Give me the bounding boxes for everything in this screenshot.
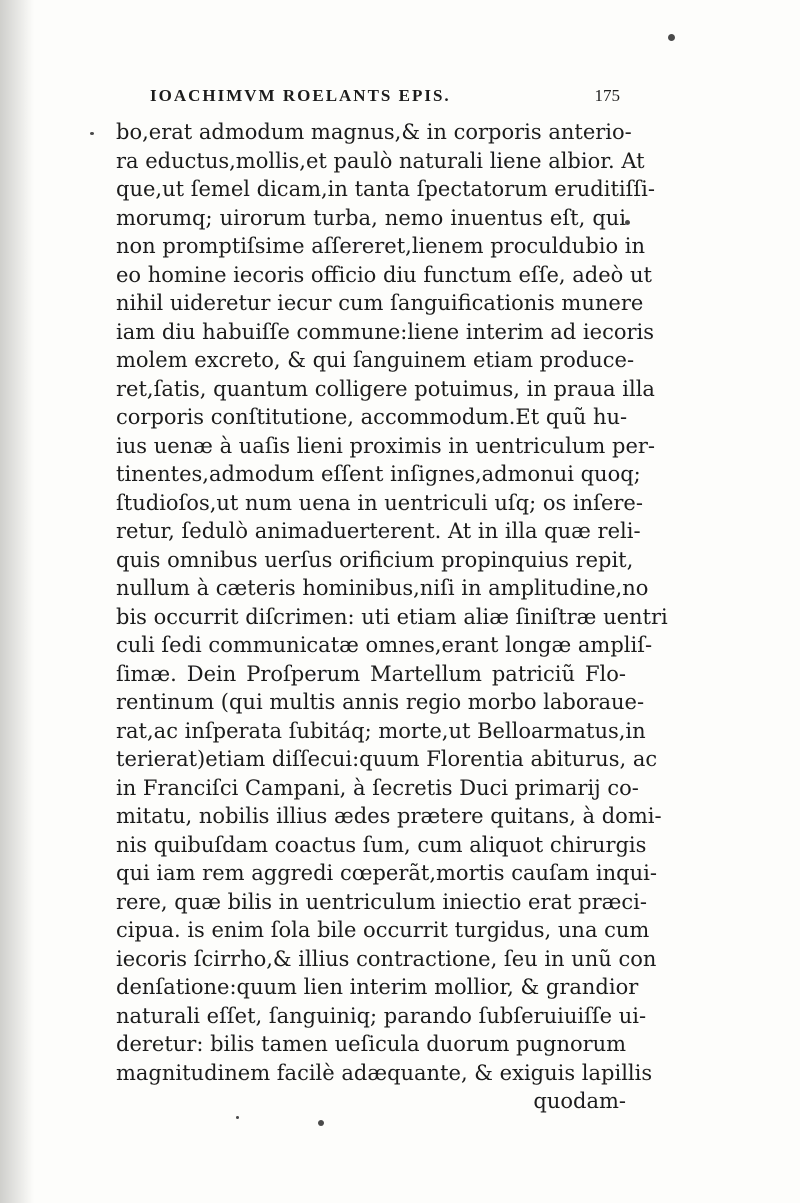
text-line: terierat)etiam diſſecui:quum Florentia abiturus, ac [116, 747, 658, 771]
text-line: corporis conſtitutione, accommodum.Et quũ hu- [116, 405, 628, 429]
text-line: bo,erat admodum magnus,& in corporis anterio- [116, 120, 632, 144]
text-line: bis occurrit diſcrimen: uti etiam aliæ ſiniſtræ uentri [116, 604, 668, 629]
text-line: mitatu, nobilis illius ædes prætere quitans, à domi- [116, 804, 662, 828]
text-line: nis quibuſdam coactus ſum, cum aliquot chirurgis [116, 832, 647, 857]
running-title: IOACHIMVM ROELANTS EPIS. [150, 86, 451, 105]
text-line: denſatione:quum lien interim mollior, & grandior [116, 975, 639, 999]
text-line: magnitudinem facilè adæquante, & exiguis lapillis [116, 1060, 653, 1085]
text-line: nihil uideretur iecur cum ſanguificationis munere [116, 291, 644, 315]
text-line: rat,ac inſperata ſubitáq; morte,ut Belloarmatus,in [116, 718, 646, 743]
text-line: quis omnibus uerſus orificium propinquius repit, [116, 547, 634, 572]
text-line: molem excreto, & qui ſanguinem etiam produce- [116, 348, 635, 372]
text-line: qui iam rem aggredi cœperãt,mortis cauſam inqui- [116, 861, 657, 885]
text-line: cipua. is enim ſola bile occurrit turgidus, una cum [116, 918, 650, 942]
text-line: rere, quæ bilis in uentriculum iniectio erat præci- [116, 889, 647, 914]
text-line: culi ſedi communicatæ omnes,erant longæ ampliſ- [116, 633, 653, 657]
page-gutter-shadow [0, 0, 34, 1203]
text-line: iecoris ſcirrho,& illius contractione, ſeu in unũ con [116, 946, 657, 971]
text-line: morumq; uirorum turba, nemo inuentus eſt, qui [116, 205, 626, 230]
text-line: eo homine iecoris officio diu functum eſſe, adeò ut [116, 262, 652, 287]
text-line: ſimæ. Dein Proſperum Martellum patriciũ Flo- [116, 661, 626, 686]
text-line: rentinum (qui multis annis regio morbo laborauе- [116, 690, 645, 714]
text-line: naturali eſſet, ſanguiniq; parando ſubſeruiuiſſe ui- [116, 1003, 647, 1028]
running-head [150, 86, 620, 112]
text-line: iam diu habuiſſe commune:liene interim ad iecoris [116, 319, 655, 344]
text-line: deretur: bilis tamen ueſicula duorum pugnorum [116, 1032, 627, 1056]
text-line: que,ut ſemel dicam,in tanta ſpectatorum eruditiſſi- [116, 177, 655, 201]
catchword: quodam- [533, 1089, 626, 1113]
text-line: ius uenæ à uaſis lieni proximis in uentriculum per- [116, 433, 656, 458]
text-line: ſtudioſos,ut num uena in uentriculi uſq; os inſere- [116, 490, 643, 515]
text-block [116, 118, 668, 1116]
ink-speck [90, 132, 94, 135]
page-number: 175 [594, 86, 620, 105]
text-line: nullum à cæteris hominibus,niſi in amplitudine,no [116, 576, 649, 600]
text-line: non promptiſsime aſſereret,lienem proculdubio in [116, 234, 646, 258]
ink-speck [236, 1116, 239, 1119]
ink-speck [668, 34, 675, 41]
text-line: tinentes,admodum eſſent inſignes,admonui quoq; [116, 462, 641, 486]
ink-speck [318, 1120, 324, 1126]
text-line: ret,ſatis, quantum colligere potuimus, in praua illa [116, 376, 655, 401]
text-line: retur, ſedulò animaduerterent. At in illa quæ reli- [116, 519, 641, 543]
text-line: in Franciſci Campani, à ſecretis Duci primarij co- [116, 775, 639, 800]
text-line: ra eductus,mollis,et paulò naturali liene albior. At [116, 148, 645, 173]
